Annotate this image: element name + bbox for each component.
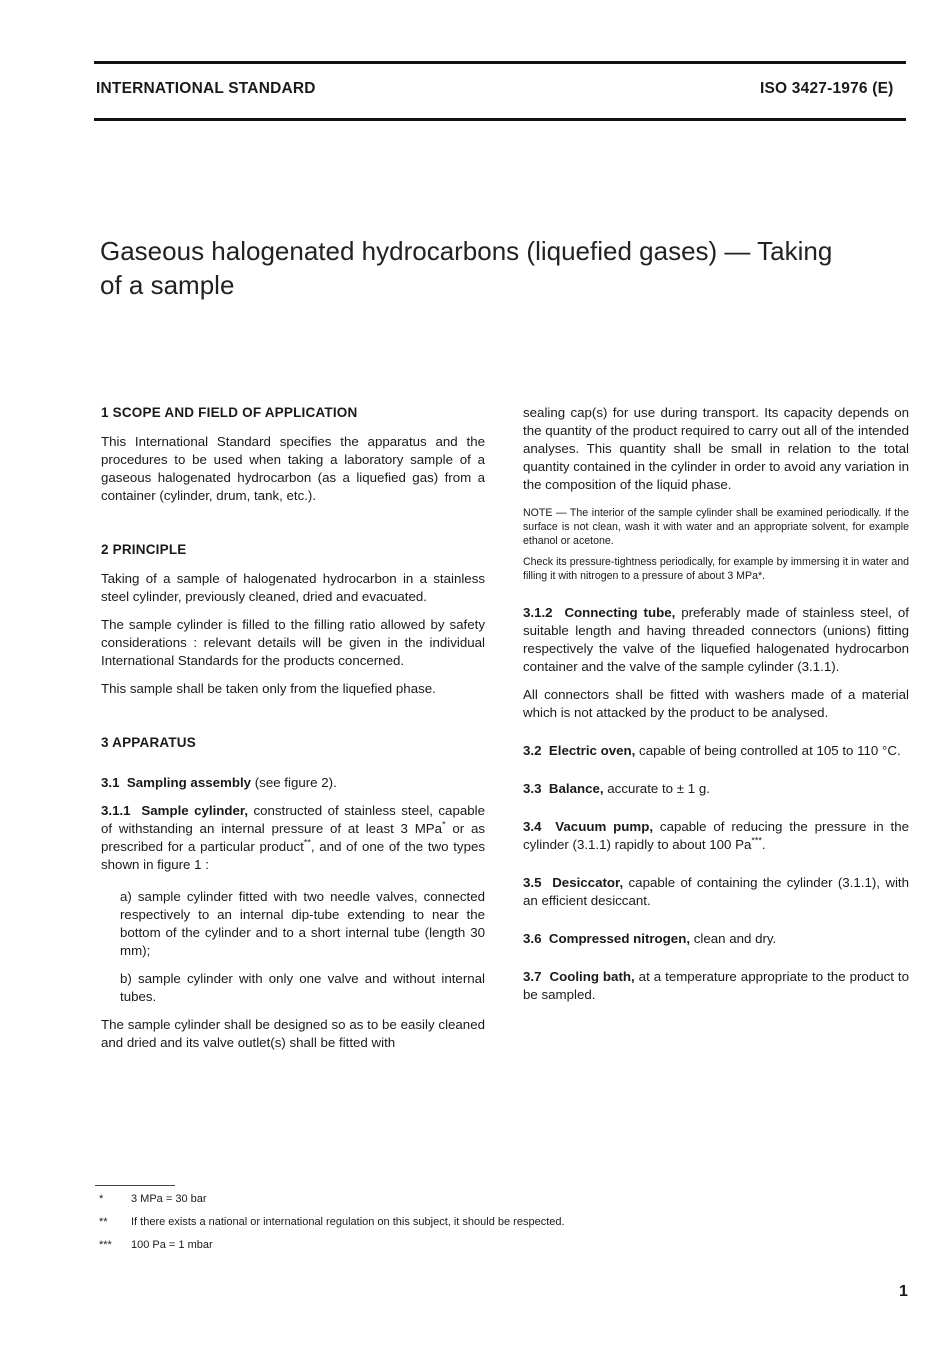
section-1-heading: 1 SCOPE AND FIELD OF APPLICATION [101,405,358,420]
footnote-ref-3: *** [751,835,762,846]
clause-3-5-title: Desiccator, [552,875,624,890]
list-item-b: b) sample cylinder with only one valve and without internal tubes. [120,971,485,1004]
right-column [523,404,909,1014]
document-title [100,234,930,302]
clause-3-6 [523,930,909,948]
header-document-id: ISO 3427-1976 (E) [760,80,894,97]
footnote-2-text: If there exists a national or international regulation on this subject, it should be respected. [131,1216,565,1228]
clause-3-2-title: Electric oven, [548,743,636,758]
header-standard-label: INTERNATIONAL STANDARD [96,80,316,97]
page-number: 1 [899,1283,908,1300]
footnote-3 [99,1238,213,1252]
clause-3-1-2 [523,604,909,676]
footnote-ref-1: * [442,819,446,830]
header-bottom-rule [94,118,906,121]
clause-3-1-1-number: 3.1.1 [101,803,131,818]
clause-3-1-1 [101,802,485,874]
clause-3-6-title: Compressed nitrogen, [548,931,691,946]
section-2-paragraph-3: This sample shall be taken only from the liquefied phase. [101,681,436,696]
clause-3-5-text: capable of containing the cylinder (3.1.1), with an efficient desiccant. [523,875,909,908]
clause-3-7-number: 3.7 [523,969,542,984]
section-3-heading: 3 APPARATUS [101,735,196,750]
clause-3-7 [523,968,909,1004]
footnote-3-mark: *** [99,1239,112,1251]
footnote-3-text: 100 Pa = 1 mbar [131,1239,213,1251]
clause-3-3 [523,780,909,798]
clause-3-1-1-text-2: or as prescribed for a particular product [101,821,485,854]
clause-3-1-number: 3.1 [101,775,120,790]
footnote-2 [99,1215,565,1229]
header-top-rule [94,61,906,64]
title-line-1: Gaseous halogenated hydrocarbons (liquefied gases) — Taking [100,236,833,266]
footnote-2-mark: ** [99,1216,108,1228]
footnote-1-mark: * [99,1193,104,1205]
clause-3-3-number: 3.3 [523,781,542,796]
clause-3-1-2-paragraph-2: All connectors shall be fitted with washers made of a material which is not attacked by the product to be analysed. [523,687,909,720]
clause-3-1-1-text-1: constructed of stainless steel, capable of withstanding an internal pressure of at least 3 MPa [101,803,485,836]
clause-3-7-title: Cooling bath, [549,969,635,984]
list-item-a: a) sample cylinder fitted with two needle valves, connected respectively to an internal dip-tube extending to near the bottom of the cylinder and to a short internal tube (length 30 mm); [120,889,485,958]
clause-3-6-number: 3.6 [523,931,542,946]
clause-3-1-2-text: preferably made of stainless steel, of suitable length and having threaded connectors (unions) fitting respectively the valve of the liquefied halogenated hydrocarbon container and the valve of the sample cylinder (3.1.1). [523,605,909,674]
clause-3-6-text: clean and dry. [690,931,777,946]
section-2-paragraph-1: Taking of a sample of halogenated hydrocarbon in a stainless steel cylinder, previously cleaned, dried and evacuated. [101,571,485,604]
clause-3-4 [523,818,909,854]
clause-3-1-text: (see figure 2). [251,775,337,790]
clause-3-7-text: at a temperature appropriate to the product to be sampled. [523,969,910,1002]
clause-3-5-number: 3.5 [523,875,542,890]
left-column [101,404,485,1062]
footnote-ref-2: ** [303,837,311,848]
section-1-paragraph: This International Standard specifies the apparatus and the procedures to be used when taking a laboratory sample of a gaseous halogenated hydrocarbon (as a liquefied gas) from a container (cylinder, drum, tank, etc.). [101,434,485,503]
note-2: Check its pressure-tightness periodically, for example by immersing it in water and filling it with nitrogen to a pressure of about 3 MPa*. [523,556,909,582]
footnote-1 [99,1192,207,1206]
clause-3-1-2-number: 3.1.2 [523,605,553,620]
section-2-paragraph-2: The sample cylinder is filled to the filling ratio allowed by safety considerations : relevant details will be given in the individual International Standards for the products concerned. [101,617,485,668]
footnote-1-text: 3 MPa = 30 bar [131,1193,207,1205]
clause-3-1-1-paragraph-2: The sample cylinder shall be designed so as to be easily cleaned and dried and its valve outlet(s) shall be fitted with [101,1017,485,1050]
clause-3-4-end: . [761,837,766,852]
clause-3-4-text: capable of reducing the pressure in the cylinder (3.1.1) rapidly to about 100 Pa [523,819,909,852]
clause-3-1 [101,774,485,792]
clause-3-1-2-title: Connecting tube, [564,605,676,620]
clause-3-2-text: capable of being controlled at 105 to 110 °C. [635,743,901,758]
note-1: NOTE — The interior of the sample cylinder shall be examined periodically. If the surface is not clean, wash it with water and an appropriate solvent, for example ethanol or acetone. [523,507,909,547]
clause-3-3-text: accurate to ± 1 g. [603,781,710,796]
title-line-2: of a sample [100,270,235,300]
clause-3-1-1-title: Sample cylinder, [141,803,249,818]
clause-3-4-title: Vacuum pump, [555,819,654,834]
clause-3-1-1-text-3: , and of one of the two types shown in figure 1 : [101,839,486,872]
continued-paragraph: sealing cap(s) for use during transport. Its capacity depends on the quantity of the product required to carry out all of the intended analyses. This quantity shall be small in relation to the total quantity contained in the cylinder in order to avoid any variation in the composition of the liquid phase. [523,405,909,492]
clause-3-3-title: Balance, [548,781,604,796]
clause-3-2-number: 3.2 [523,743,542,758]
section-2-heading: 2 PRINCIPLE [101,542,187,557]
clause-3-2 [523,742,909,760]
clause-3-1-title: Sampling assembly [126,775,252,790]
clause-3-4-number: 3.4 [523,819,542,834]
footnote-separator [95,1185,175,1186]
clause-3-5 [523,874,909,910]
